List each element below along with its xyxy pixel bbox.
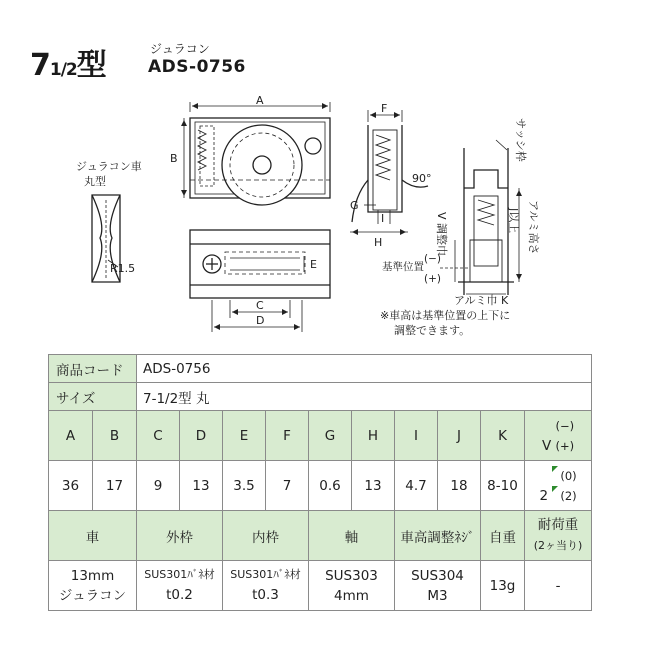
dim-i-label: I [381, 212, 385, 225]
spec-header-wheel: 車 [49, 511, 137, 561]
top-view [181, 102, 330, 205]
note-line-1: ※車高は基準位置の上下に [380, 309, 511, 322]
dim-value: 18 [438, 461, 481, 511]
ref-pos-label: 基準位置 [382, 261, 424, 273]
spec-header-weight: 自重 [481, 511, 525, 561]
dim-header-v [525, 411, 592, 461]
product-code-heading: ADS-0756 [148, 57, 246, 77]
spec-weight: 13g [481, 561, 525, 611]
spec-header-screw: 車高調整ﾈｼﾞ [395, 511, 481, 561]
dim-value: 4.7 [395, 461, 438, 511]
dim-header: J [438, 411, 481, 461]
spec-header-load [525, 511, 592, 561]
dim-value: 8-10 [481, 461, 525, 511]
dim-value-v [525, 461, 592, 511]
spec-outer: SUS301ﾊﾞﾈ材 t0.2 [137, 561, 223, 611]
minus-label: (−) [424, 253, 441, 265]
spec-value-row [49, 561, 592, 611]
spec-header-outer: 外枠 [137, 511, 223, 561]
radius-label: R1.5 [110, 262, 136, 275]
dim-header: I [395, 411, 438, 461]
load-header-1: 耐荷重 [537, 517, 579, 533]
adjust-width-label: V 調整巾 [435, 212, 448, 257]
angle-label: 90° [412, 172, 432, 185]
sash-frame-label: サッシ枠 [514, 118, 527, 162]
load-header-2: (2ヶ当り) [533, 539, 583, 552]
wheel-caption-2: 丸型 [84, 175, 106, 188]
dim-a-label: A [256, 94, 264, 107]
dim-value: 3.5 [223, 461, 266, 511]
dim-d-label: D [256, 314, 265, 327]
note-line-2: 調整できます。 [394, 324, 471, 337]
dim-value: 9 [137, 461, 180, 511]
dim-header-row [49, 411, 592, 461]
v-header-signs [556, 416, 575, 456]
dim-f-label: F [381, 102, 388, 115]
dim-header: E [223, 411, 266, 461]
comment-marker-icon [552, 466, 558, 472]
v-two: (2) [560, 488, 577, 503]
material-label: ジュラコン [150, 42, 210, 56]
dim-header: H [352, 411, 395, 461]
alu-width-label: アルミ巾 K [454, 294, 509, 307]
alu-height-label: アルミ高さ [527, 200, 540, 255]
spec-axle: SUS303 4mm [309, 561, 395, 611]
spec-inner: SUS301ﾊﾞﾈ材 t0.3 [223, 561, 309, 611]
v-zero: (0) [560, 468, 577, 483]
spec-screw: SUS304 M3 [395, 561, 481, 611]
v-header-letter: V [541, 437, 552, 454]
size-value: 7-1/2型 丸 [137, 383, 592, 411]
dim-value-row [49, 461, 592, 511]
dim-header: A [49, 411, 93, 461]
size-label: サイズ [49, 383, 137, 411]
spec-header-row [49, 511, 592, 561]
dim-header: B [93, 411, 137, 461]
spec-header-inner: 内枠 [223, 511, 309, 561]
size-row [49, 383, 592, 411]
dim-value: 17 [93, 461, 137, 511]
wheel-caption-1: ジュラコン車 [76, 160, 142, 173]
v-minus: (−) [555, 418, 575, 433]
model-suffix: 型 [76, 48, 106, 83]
dim-header: G [309, 411, 352, 461]
code-row [49, 355, 592, 383]
dim-e-label: E [310, 258, 317, 271]
dim-b-label: B [170, 152, 178, 165]
j-above-label: J以上 [507, 208, 520, 234]
spec-wheel: 13mm ジュラコン [49, 561, 137, 611]
dim-h-label: H [374, 236, 383, 249]
dim-value: 36 [49, 461, 93, 511]
v-plus: (+) [555, 438, 575, 453]
dim-value: 0.6 [309, 461, 352, 511]
dim-c-label: C [256, 299, 264, 312]
code-value: ADS-0756 [137, 355, 592, 383]
dim-value: 13 [352, 461, 395, 511]
dim-g-label: G [350, 199, 359, 212]
model-main: 7 [30, 48, 50, 83]
dim-header: D [180, 411, 223, 461]
model-fraction: 1/2 [49, 60, 77, 80]
spec-table [48, 354, 592, 611]
plus-label: (+) [424, 273, 441, 285]
code-label: 商品コード [49, 355, 137, 383]
dim-value: 7 [266, 461, 309, 511]
spec-header-axle: 軸 [309, 511, 395, 561]
dim-header: K [481, 411, 525, 461]
comment-marker-icon [552, 486, 558, 492]
dim-value: 13 [180, 461, 223, 511]
v-value-stack [552, 466, 576, 506]
spec-load: - [525, 561, 592, 611]
dim-header: F [266, 411, 309, 461]
dim-header: C [137, 411, 180, 461]
v-value: 2 [539, 487, 549, 504]
